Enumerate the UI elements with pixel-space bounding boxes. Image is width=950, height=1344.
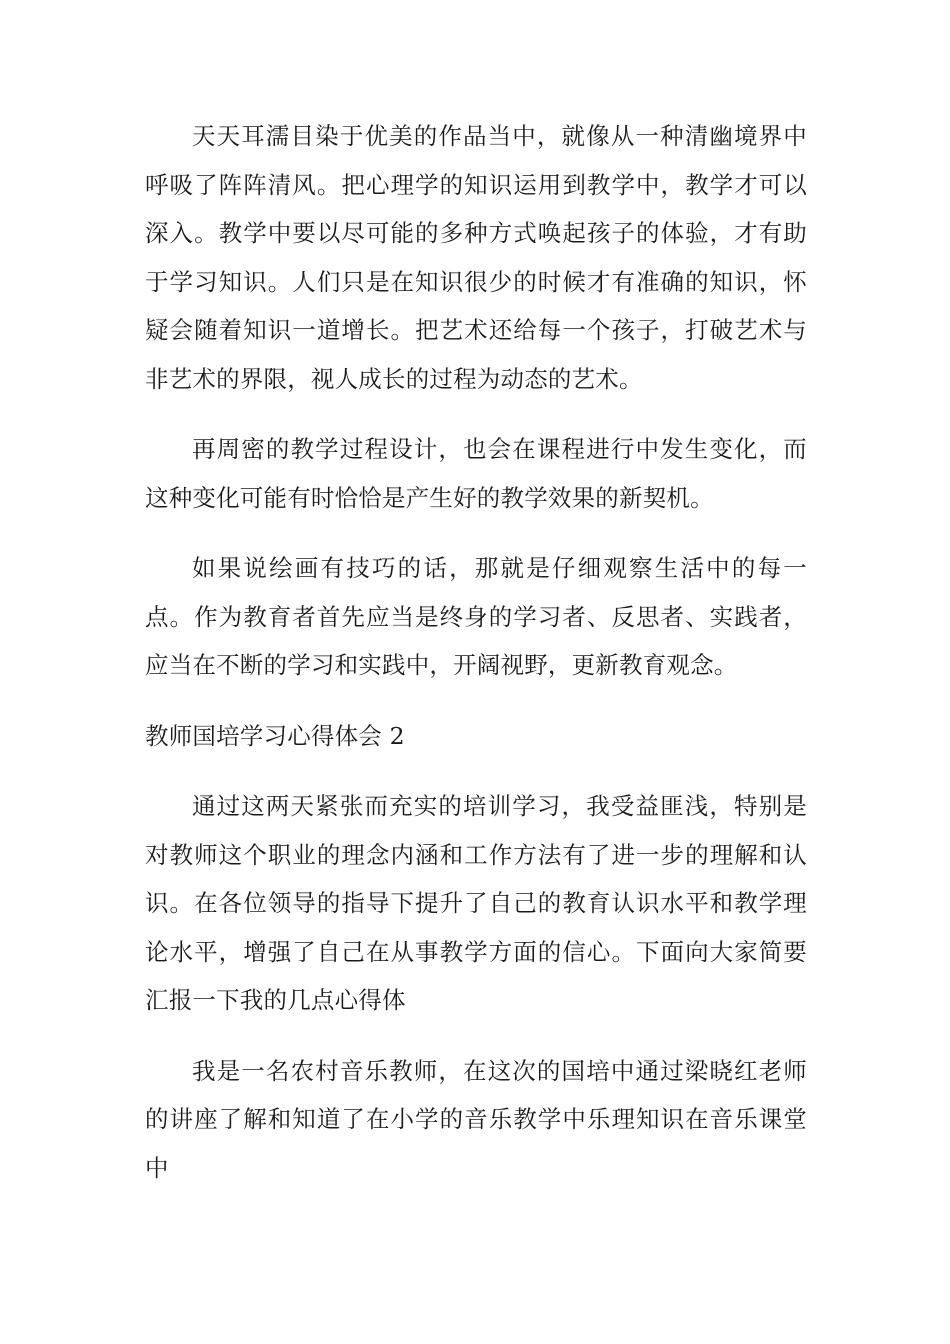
paragraph-1: 天天耳濡目染于优美的作品当中，就像从一种清幽境界中呼吸了阵阵清风。把心理学的知识运用到教学中，教学才可以深入。教学中要以尽可能的多种方式唤起孩子的体验，才有助于学习知识。人们只是在知识很少的时候才有准确的知识，怀疑会随着知识一道增长。把艺术还给每一个孩子，打破艺术与非艺术的界限，视人成长的过程为动态的艺术。: [145, 122, 807, 393]
document-page: [145, 112, 807, 1214]
paragraph-3: 如果说绘画有技巧的话，那就是仔细观察生活中的每一点。作为教育者首先应当是终身的学习者、反思者、实践者，应当在不断的学习和实践中，开阔视野，更新教育观念。: [145, 554, 807, 679]
paragraph-2: 再周密的教学过程设计，也会在课程进行中发生变化，而这种变化可能有时恰恰是产生好的教学效果的新契机。: [145, 435, 807, 512]
paragraph-5: 我是一名农村音乐教师，在这次的国培中通过梁晓红老师的讲座了解和知道了在小学的音乐教学中乐理知识在音乐课堂中: [145, 1056, 807, 1182]
section-heading: 教师国培学习心得体会 2: [145, 721, 405, 750]
paragraph-4: 通过这两天紧张而充实的培训学习，我受益匪浅，特别是对教师这个职业的理念内涵和工作方法有了进一步的理解和认识。在各位领导的指导下提升了自己的教育认识水平和教学理论水平，增强了自己在从事教学方面的信心。下面向大家简要汇报一下我的几点心得体: [145, 792, 807, 1014]
